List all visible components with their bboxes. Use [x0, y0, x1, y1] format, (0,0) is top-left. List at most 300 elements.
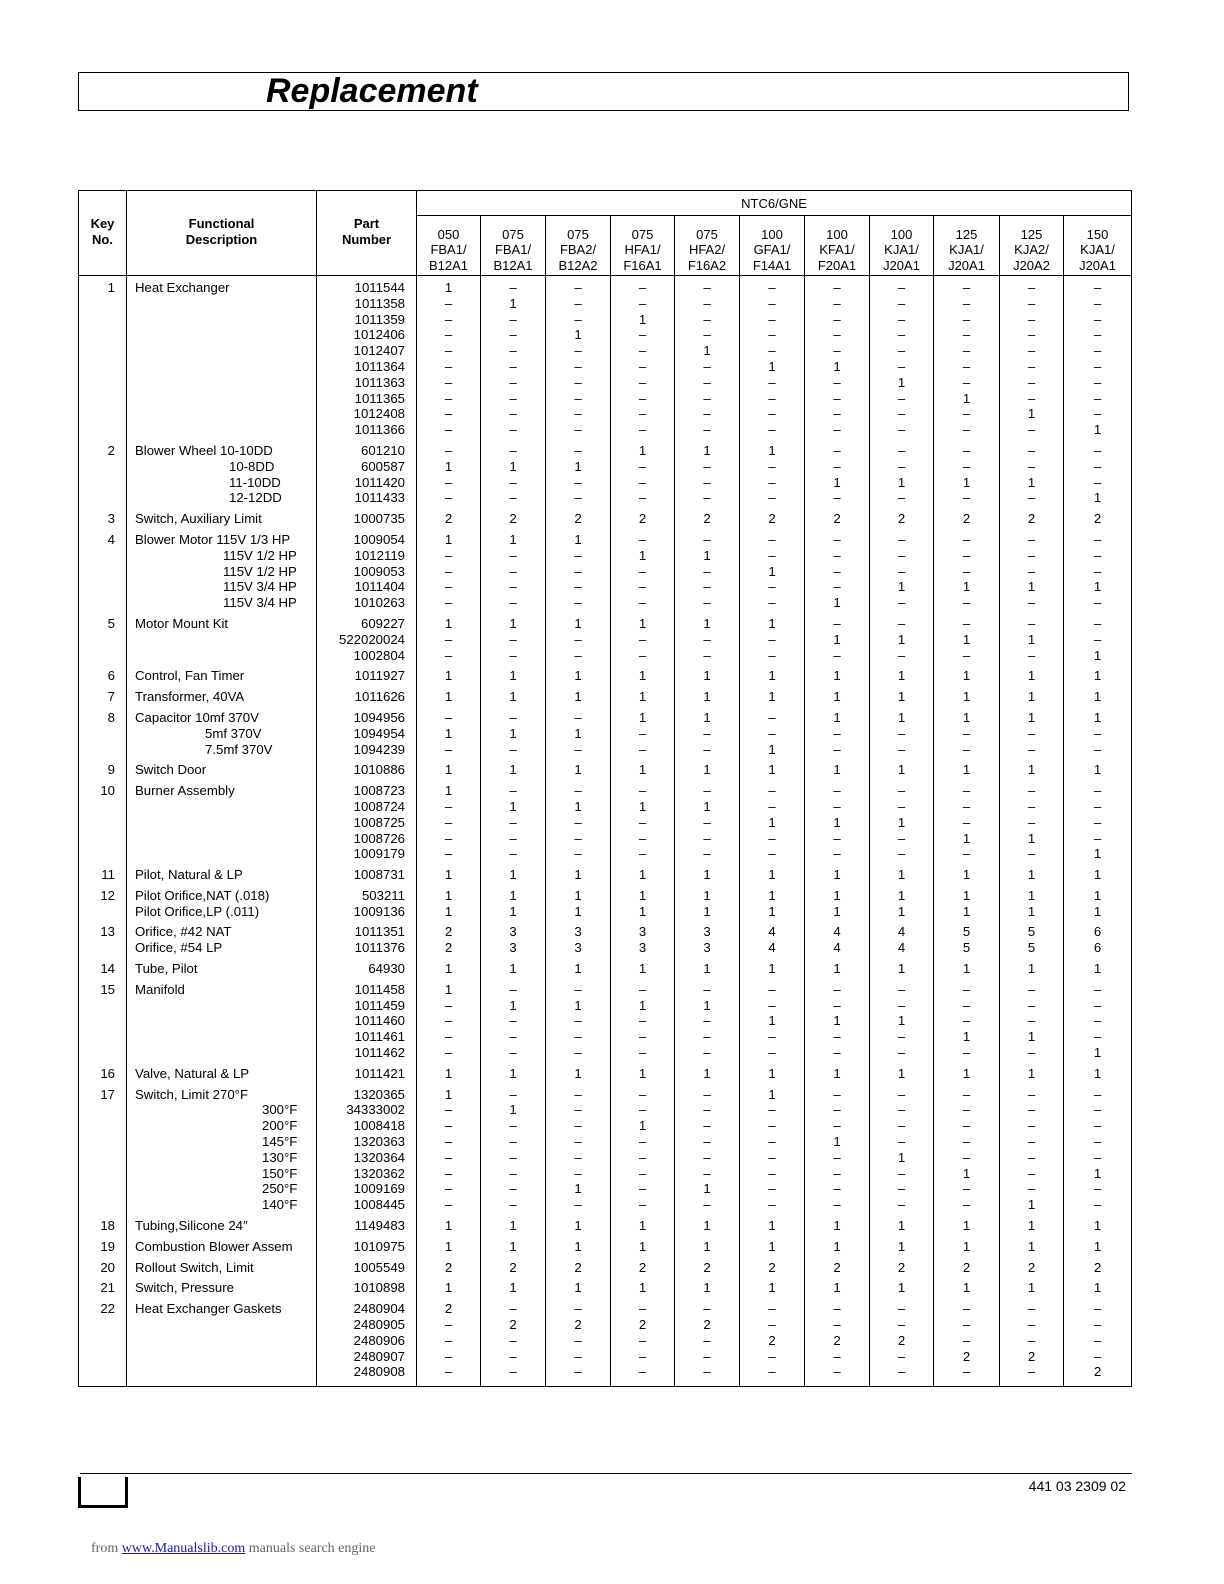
- key-number: 15: [79, 977, 127, 1061]
- quantity-cell: 1: [1000, 1275, 1064, 1296]
- quantity-cell: 2: [805, 1255, 870, 1276]
- quantity-cell: 1 – –: [805, 705, 870, 757]
- key-number: 12: [79, 883, 127, 920]
- part-numbers: 1149483: [317, 1213, 417, 1234]
- quantity-cell: 2: [481, 506, 546, 527]
- quantity-cell: 1: [481, 757, 546, 778]
- part-numbers: 1005549: [317, 1255, 417, 1276]
- quantity-cell: 1: [675, 663, 740, 684]
- key-number: 8: [79, 705, 127, 757]
- key-header: Key No.: [79, 191, 127, 276]
- key-number: 22: [79, 1296, 127, 1386]
- quantity-cell: 2 – – – –: [417, 1296, 481, 1386]
- part-numbers: 2480904 2480905 2480906 2480907 2480908: [317, 1296, 417, 1386]
- quantity-cell: – 1 – – –: [611, 527, 675, 611]
- quantity-cell: – – 1 –: [870, 438, 934, 506]
- description: Combustion Blower Assem: [127, 1234, 317, 1255]
- quantity-cell: 1: [1064, 1213, 1132, 1234]
- quantity-cell: – – – – 2: [1064, 1296, 1132, 1386]
- quantity-cell: 1: [675, 1061, 740, 1082]
- table-row: [79, 276, 1132, 438]
- model-header: 100 KJA1/ J20A1: [870, 216, 934, 276]
- description: Blower Wheel 10-10DD 10-8DD 11-10DD 12-12DD: [127, 438, 317, 506]
- quantity-cell: 1: [805, 1213, 870, 1234]
- quantity-cell: 1 1: [740, 883, 805, 920]
- key-number: 17: [79, 1082, 127, 1213]
- description: Orifice, #42 NAT Orifice, #54 LP: [127, 919, 317, 956]
- description: Control, Fan Timer: [127, 663, 317, 684]
- table-row: [79, 1082, 1132, 1213]
- quantity-cell: 2: [546, 506, 611, 527]
- quantity-cell: – – – – 1: [805, 527, 870, 611]
- description: Switch, Pressure: [127, 1275, 317, 1296]
- quantity-cell: – 1 – – –: [546, 778, 611, 862]
- quantity-cell: – – – – – 1 – – – –: [805, 276, 870, 438]
- quantity-cell: 1: [934, 862, 1000, 883]
- description: Motor Mount Kit: [127, 611, 317, 663]
- quantity-cell: 1: [805, 757, 870, 778]
- quantity-cell: – 1 –: [417, 705, 481, 757]
- key-number: 16: [79, 1061, 127, 1082]
- quantity-cell: 1: [417, 1275, 481, 1296]
- table-row: [79, 778, 1132, 862]
- quantity-cell: – – 1: [740, 705, 805, 757]
- quantity-cell: 1 – – – –: [546, 527, 611, 611]
- quantity-cell: 1: [611, 684, 675, 705]
- quantity-cell: 1: [870, 663, 934, 684]
- quantity-cell: – 1 – – –: [611, 778, 675, 862]
- model-header: 075 FBA2/ B12A2: [546, 216, 611, 276]
- quantity-cell: 2: [546, 1255, 611, 1276]
- table-row: [79, 977, 1132, 1061]
- quantity-cell: 1: [481, 1061, 546, 1082]
- quantity-cell: 1: [740, 956, 805, 977]
- key-number: 1: [79, 276, 127, 438]
- quantity-cell: 1: [805, 862, 870, 883]
- quantity-cell: 1: [870, 684, 934, 705]
- part-numbers: 1000735: [317, 506, 417, 527]
- quantity-cell: 1: [1064, 1061, 1132, 1082]
- quantity-cell: 1 – – – –: [481, 527, 546, 611]
- description: Capacitor 10mf 370V 5mf 370V 7.5mf 370V: [127, 705, 317, 757]
- quantity-cell: – 1 – – – – – –: [481, 1082, 546, 1213]
- quantity-cell: 1: [611, 1234, 675, 1255]
- key-number: 6: [79, 663, 127, 684]
- quantity-cell: 1: [611, 757, 675, 778]
- description: Switch, Auxiliary Limit: [127, 506, 317, 527]
- quantity-cell: 1 – – – –: [417, 778, 481, 862]
- key-number: 21: [79, 1275, 127, 1296]
- part-numbers: 609227 522020024 1002804: [317, 611, 417, 663]
- quantity-cell: 1: [740, 757, 805, 778]
- key-number: 20: [79, 1255, 127, 1276]
- table-row: [79, 1255, 1132, 1276]
- part-numbers: 1320365 34333002 1008418 1320363 1320364 1320362 1009169 1008445: [317, 1082, 417, 1213]
- quantity-cell: 5 5: [934, 919, 1000, 956]
- quantity-cell: 1 1: [1064, 883, 1132, 920]
- part-numbers: 1011421: [317, 1061, 417, 1082]
- quantity-cell: 1: [1000, 1234, 1064, 1255]
- part-numbers: 1010975: [317, 1234, 417, 1255]
- table-body: [79, 276, 1132, 1387]
- quantity-cell: – – – – 1 – – –: [870, 1082, 934, 1213]
- quantity-cell: 2: [805, 506, 870, 527]
- quantity-cell: – – 2 – –: [805, 1296, 870, 1386]
- quantity-cell: 1: [611, 862, 675, 883]
- quantity-cell: – – – 1 –: [934, 778, 1000, 862]
- page-title: Replacement: [266, 72, 478, 110]
- quantity-cell: 1 1: [675, 883, 740, 920]
- quantity-cell: 1: [934, 1234, 1000, 1255]
- quantity-cell: 2: [870, 506, 934, 527]
- quantity-cell: 1: [870, 1213, 934, 1234]
- quantity-cell: 2: [675, 1255, 740, 1276]
- quantity-cell: 1: [805, 1275, 870, 1296]
- part-numbers: 1011927: [317, 663, 417, 684]
- model-header: 075 HFA1/ F16A1: [611, 216, 675, 276]
- quantity-cell: – – – 1 – – – –: [805, 1082, 870, 1213]
- part-numbers: 1009054 1012119 1009053 1011404 1010263: [317, 527, 417, 611]
- key-number: 2: [79, 438, 127, 506]
- quantity-cell: 1: [675, 757, 740, 778]
- quantity-cell: 1: [870, 1061, 934, 1082]
- quantity-cell: 4 4: [870, 919, 934, 956]
- quantity-cell: 1: [611, 1213, 675, 1234]
- quantity-cell: 1 – –: [546, 611, 611, 663]
- footer-rule: [80, 1473, 1132, 1474]
- key-number: 14: [79, 956, 127, 977]
- model-header: 100 GFA1/ F14A1: [740, 216, 805, 276]
- quantity-cell: – – – – – – – 1: [1000, 1082, 1064, 1213]
- quantity-cell: – – 1 – –: [870, 977, 934, 1061]
- part-numbers: 1011458 1011459 1011460 1011461 1011462: [317, 977, 417, 1061]
- quantity-cell: 1: [546, 1275, 611, 1296]
- quantity-cell: 1: [481, 1234, 546, 1255]
- quantity-cell: 1 – –: [870, 705, 934, 757]
- quantity-cell: 1: [1000, 757, 1064, 778]
- quantity-cell: 1: [740, 663, 805, 684]
- quantity-cell: 1 1: [1000, 883, 1064, 920]
- quantity-cell: – – 1 – –: [740, 977, 805, 1061]
- quantity-cell: 1: [481, 1275, 546, 1296]
- quantity-cell: – 1 – – –: [675, 977, 740, 1061]
- quantity-cell: 1 – –: [611, 611, 675, 663]
- quantity-cell: – 2 – – –: [546, 1296, 611, 1386]
- model-header: 075 HFA2/ F16A2: [675, 216, 740, 276]
- quantity-cell: 1: [934, 1061, 1000, 1082]
- quantity-cell: 1: [546, 956, 611, 977]
- quantity-cell: 1: [1064, 684, 1132, 705]
- quantity-cell: – 1 – – –: [546, 977, 611, 1061]
- part-number-header: Part Number: [317, 191, 417, 276]
- table-row: [79, 438, 1132, 506]
- quantity-cell: 2: [1000, 1255, 1064, 1276]
- quantity-cell: – 1 – –: [417, 438, 481, 506]
- quantity-cell: 4 4: [805, 919, 870, 956]
- quantity-cell: 1: [546, 663, 611, 684]
- part-numbers: 1010886: [317, 757, 417, 778]
- quantity-cell: 1: [546, 684, 611, 705]
- quantity-cell: 1 1: [481, 883, 546, 920]
- quantity-cell: 1: [740, 862, 805, 883]
- quantity-cell: 1: [1000, 1061, 1064, 1082]
- table-row: [79, 1275, 1132, 1296]
- quantity-cell: 1: [611, 1061, 675, 1082]
- part-numbers: 1008731: [317, 862, 417, 883]
- table-row: [79, 919, 1132, 956]
- description: Pilot, Natural & LP: [127, 862, 317, 883]
- quantity-cell: 1: [740, 1275, 805, 1296]
- quantity-cell: – – – – – 1 – –: [1064, 1082, 1132, 1213]
- quantity-cell: – 1 – –: [546, 438, 611, 506]
- quantity-cell: – 1 –: [481, 705, 546, 757]
- quantity-cell: – 1 – – –: [481, 977, 546, 1061]
- description: Valve, Natural & LP: [127, 1061, 317, 1082]
- quantity-cell: 1 – – –: [611, 438, 675, 506]
- table-header: [79, 191, 1132, 276]
- description: Switch Door: [127, 757, 317, 778]
- quantity-cell: 1: [675, 956, 740, 977]
- quantity-cell: 1 – –: [611, 705, 675, 757]
- quantity-cell: 1 1: [870, 883, 934, 920]
- quantity-cell: 1: [481, 663, 546, 684]
- quantity-cell: 1: [546, 862, 611, 883]
- quantity-cell: 2: [870, 1255, 934, 1276]
- quantity-cell: – – – 1 – – – – – –: [546, 276, 611, 438]
- quantity-cell: 1: [1000, 684, 1064, 705]
- quantity-cell: 2 2: [417, 919, 481, 956]
- quantity-cell: – – 1 –: [934, 438, 1000, 506]
- quantity-cell: 1 – –: [934, 705, 1000, 757]
- quantity-cell: 1: [1064, 862, 1132, 883]
- quantity-cell: 1: [417, 663, 481, 684]
- quantity-cell: – 1 – –: [481, 438, 546, 506]
- quantity-cell: – – – 2 –: [934, 1296, 1000, 1386]
- quantity-cell: – – 1 – – – – –: [611, 1082, 675, 1213]
- quantity-cell: – 1 –: [1000, 611, 1064, 663]
- quantity-cell: – – – 1 –: [934, 527, 1000, 611]
- table-row: [79, 1213, 1132, 1234]
- quantity-cell: – – – 1 –: [1000, 778, 1064, 862]
- quantity-cell: 1: [611, 663, 675, 684]
- quantity-cell: – – 2 – –: [740, 1296, 805, 1386]
- quantity-cell: – – 1 –: [805, 438, 870, 506]
- part-numbers: 1011351 1011376: [317, 919, 417, 956]
- quantity-cell: 1: [611, 1275, 675, 1296]
- quantity-cell: – – – 1: [1064, 438, 1132, 506]
- quantity-cell: 6 6: [1064, 919, 1132, 956]
- quantity-cell: – – – 1 –: [1000, 527, 1064, 611]
- quantity-cell: 1: [417, 684, 481, 705]
- page-number-box: [78, 1477, 128, 1508]
- quantity-cell: 1: [934, 956, 1000, 977]
- quantity-cell: – 1 – – –: [611, 977, 675, 1061]
- quantity-cell: 5 5: [1000, 919, 1064, 956]
- quantity-cell: 1 – –: [1000, 705, 1064, 757]
- table-row: [79, 506, 1132, 527]
- table-row: [79, 883, 1132, 920]
- source-prefix: from: [91, 1541, 119, 1556]
- quantity-cell: – 1 – – –: [675, 527, 740, 611]
- quantity-cell: 1: [740, 1213, 805, 1234]
- table-row: [79, 527, 1132, 611]
- quantity-cell: – – 1 – –: [805, 778, 870, 862]
- model-header: 125 KJA2/ J20A2: [1000, 216, 1064, 276]
- quantity-cell: – – – – 1: [1064, 977, 1132, 1061]
- quantity-cell: – – – – – – 1 –: [675, 1082, 740, 1213]
- quantity-cell: 1 – – – – – – –: [417, 1082, 481, 1213]
- quantity-cell: 2: [934, 506, 1000, 527]
- quantity-cell: 1: [805, 1234, 870, 1255]
- model-header: 075 FBA1/ B12A1: [481, 216, 546, 276]
- key-number: 4: [79, 527, 127, 611]
- quantity-cell: 1: [417, 1213, 481, 1234]
- quantity-cell: 1: [805, 1061, 870, 1082]
- part-numbers: 1011544 1011358 1011359 1012406 1012407 1011364 1011363 1011365 1012408 1011366: [317, 276, 417, 438]
- key-number: 19: [79, 1234, 127, 1255]
- quantity-cell: – – – 1 –: [1000, 977, 1064, 1061]
- quantity-cell: 1 – – – –: [417, 977, 481, 1061]
- description: Transformer, 40VA: [127, 684, 317, 705]
- model-group-header: NTC6/GNE: [417, 191, 1132, 216]
- quantity-cell: 1: [481, 862, 546, 883]
- quantity-cell: 1 – –: [675, 705, 740, 757]
- quantity-cell: 1: [611, 956, 675, 977]
- quantity-cell: – – 1 – –: [805, 977, 870, 1061]
- quantity-cell: 1 – – –: [675, 438, 740, 506]
- quantity-cell: 1: [546, 1061, 611, 1082]
- quantity-cell: – 1 –: [934, 611, 1000, 663]
- quantity-cell: 1: [675, 1275, 740, 1296]
- description: Rollout Switch, Limit: [127, 1255, 317, 1276]
- quantity-cell: – 2 – – –: [675, 1296, 740, 1386]
- description: Heat Exchanger Gaskets: [127, 1296, 317, 1386]
- quantity-cell: 1 – –: [740, 611, 805, 663]
- quantity-cell: – – 1 – –: [870, 778, 934, 862]
- quantity-cell: – – 1 – –: [740, 527, 805, 611]
- quantity-cell: – – – – – 1 – – – –: [740, 276, 805, 438]
- quantity-cell: – – – 1 –: [934, 977, 1000, 1061]
- quantity-cell: 1: [870, 757, 934, 778]
- key-number: 9: [79, 757, 127, 778]
- description: Blower Motor 115V 1/3 HP 115V 1/2 HP 115V 1/2 HP 115V 3/4 HP 115V 3/4 HP: [127, 527, 317, 611]
- quantity-cell: 1: [805, 684, 870, 705]
- quantity-cell: – 1 – – –: [481, 778, 546, 862]
- title-box: [78, 72, 1129, 111]
- quantity-cell: 1 – – –: [740, 438, 805, 506]
- table-row: [79, 611, 1132, 663]
- quantity-cell: 1: [417, 1234, 481, 1255]
- quantity-cell: 1: [1064, 663, 1132, 684]
- quantity-cell: 1: [1000, 1213, 1064, 1234]
- quantity-cell: – – – – – – – – 1 –: [1000, 276, 1064, 438]
- quantity-cell: 2: [740, 506, 805, 527]
- quantity-cell: 2: [417, 506, 481, 527]
- quantity-cell: 2: [1064, 506, 1132, 527]
- parts-table: [78, 190, 1132, 1387]
- quantity-cell: 2: [611, 506, 675, 527]
- quantity-cell: 1: [934, 1213, 1000, 1234]
- quantity-cell: 1: [805, 663, 870, 684]
- quantity-cell: 1 1: [805, 883, 870, 920]
- table-row: [79, 1234, 1132, 1255]
- quantity-cell: 1: [870, 956, 934, 977]
- quantity-cell: 1: [740, 1234, 805, 1255]
- key-number: 3: [79, 506, 127, 527]
- model-header: 150 KJA1/ J20A1: [1064, 216, 1132, 276]
- quantity-cell: 3 3: [481, 919, 546, 956]
- quantity-cell: 1: [934, 757, 1000, 778]
- source-link[interactable]: www.Manualslib.com: [121, 1541, 246, 1556]
- description: Burner Assembly: [127, 778, 317, 862]
- quantity-cell: 1: [1064, 956, 1132, 977]
- quantity-cell: 1 1: [611, 883, 675, 920]
- quantity-cell: 1: [934, 663, 1000, 684]
- quantity-cell: – – – 2 –: [1000, 1296, 1064, 1386]
- quantity-cell: 1: [675, 1234, 740, 1255]
- quantity-cell: 1: [675, 862, 740, 883]
- quantity-cell: – – 2 – –: [870, 1296, 934, 1386]
- quantity-cell: – 2 – – –: [481, 1296, 546, 1386]
- key-number: 18: [79, 1213, 127, 1234]
- quantity-cell: 1: [417, 862, 481, 883]
- quantity-cell: – – – – – – – – – 1: [1064, 276, 1132, 438]
- quantity-cell: 1: [1000, 862, 1064, 883]
- quantity-cell: – 1 – – –: [675, 778, 740, 862]
- table-row: [79, 684, 1132, 705]
- quantity-cell: 1: [805, 956, 870, 977]
- quantity-cell: 1: [1000, 663, 1064, 684]
- quantity-cell: 1 – –: [417, 611, 481, 663]
- quantity-cell: 1: [1064, 1234, 1132, 1255]
- table-row: [79, 757, 1132, 778]
- quantity-cell: 1: [740, 684, 805, 705]
- table-row: [79, 1061, 1132, 1082]
- quantity-cell: 1: [417, 757, 481, 778]
- quantity-cell: 1 – – – – – – –: [740, 1082, 805, 1213]
- quantity-cell: 4 4: [740, 919, 805, 956]
- quantity-cell: – – 1: [1064, 611, 1132, 663]
- table-row: [79, 1296, 1132, 1386]
- quantity-cell: 1: [481, 956, 546, 977]
- quantity-cell: – – 1 – – – – – – –: [611, 276, 675, 438]
- quantity-cell: 1: [675, 1213, 740, 1234]
- description: Tube, Pilot: [127, 956, 317, 977]
- key-number: 13: [79, 919, 127, 956]
- quantity-cell: 2: [934, 1255, 1000, 1276]
- description-header: Functional Description: [127, 191, 317, 276]
- table-row: [79, 956, 1132, 977]
- quantity-cell: 2: [675, 506, 740, 527]
- quantity-cell: 1: [1064, 1275, 1132, 1296]
- model-header: 100 KFA1/ F20A1: [805, 216, 870, 276]
- quantity-cell: 3 3: [675, 919, 740, 956]
- quantity-cell: – – – – – – 1 – – –: [870, 276, 934, 438]
- quantity-cell: – – – 1 –: [1064, 527, 1132, 611]
- quantity-cell: 1: [934, 1275, 1000, 1296]
- quantity-cell: – 1 –: [546, 705, 611, 757]
- model-header: 125 KJA1/ J20A1: [934, 216, 1000, 276]
- quantity-cell: 1: [546, 1234, 611, 1255]
- quantity-cell: – 1 –: [805, 611, 870, 663]
- quantity-cell: 1 – – – – – – – – –: [417, 276, 481, 438]
- model-header: 050 FBA1/ B12A1: [417, 216, 481, 276]
- quantity-cell: 1: [675, 684, 740, 705]
- quantity-cell: 2: [740, 1255, 805, 1276]
- part-numbers: 64930: [317, 956, 417, 977]
- quantity-cell: – – – – 1 – – – – –: [675, 276, 740, 438]
- quantity-cell: – – 1 – –: [740, 778, 805, 862]
